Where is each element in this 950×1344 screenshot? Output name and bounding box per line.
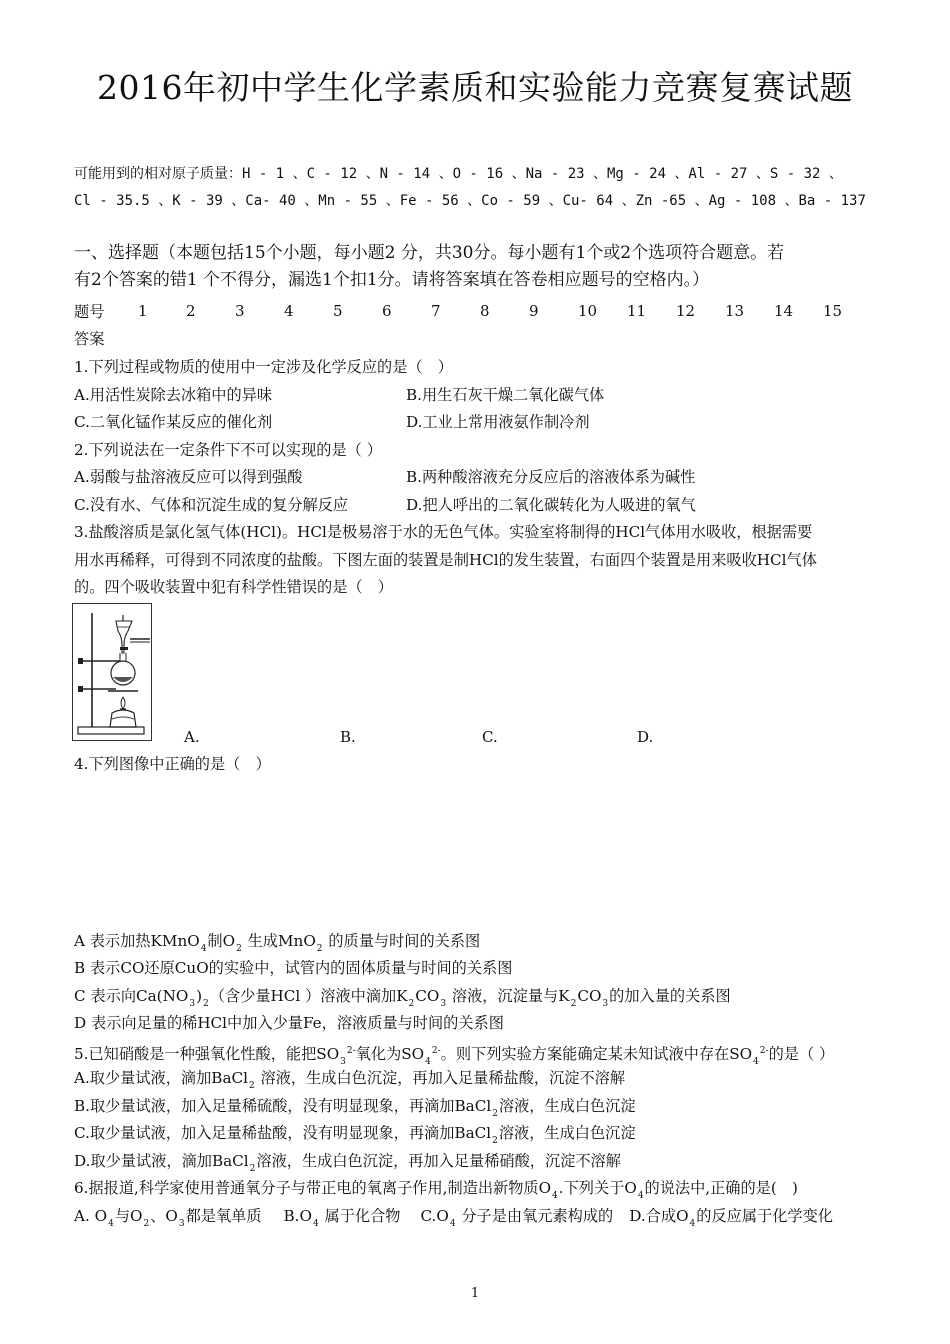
q4-option-b: B 表示CO还原CuO的实验中，试管内的固体质量与时间的关系图 (74, 959, 513, 977)
q2-option-a: A.弱酸与盐溶液反应可以得到强酸 (74, 468, 303, 486)
question-number: 15 (823, 302, 843, 320)
hcl-generator-apparatus-figure (72, 603, 152, 741)
question-number: 2 (186, 302, 196, 320)
question-number: 9 (529, 302, 539, 320)
q5-option-a: A.取少量试液，滴加BaCl$_2$ 溶液，生成白色沉淀，再加入足量稀盐酸，沉淀不溶解 (74, 1069, 626, 1091)
q3-option-d: D. (637, 728, 654, 746)
q3-line-2: 用水再稀释，可得到不同浓度的盐酸。下图左面的装置是制HCl的发生装置，右面四个装置是用来吸收HCl气体 (74, 551, 817, 569)
question-number: 5 (333, 302, 343, 320)
question-number: 10 (578, 302, 598, 320)
section-heading-line-1: 一、选择题（本题包括15个小题，每小题2 分，共30分。每小题有1个或2个选项符合题意。若 (74, 243, 785, 263)
q2-option-b: B.两种酸溶液充分反应后的溶液体系为碱性 (406, 468, 696, 486)
q6-stem: 6.据报道,科学家使用普通氧分子与带正电的氧离子作用,制造出新物质$O_4$.下列关于$O_4$的说法中,正确的是( ) (74, 1179, 798, 1201)
question-number: 7 (431, 302, 441, 320)
q3-option-c: C. (482, 728, 498, 746)
q4-option-d: D 表示向足量的稀HCl中加入少量Fe，溶液质量与时间的关系图 (74, 1014, 504, 1032)
question-number: 12 (676, 302, 696, 320)
q4-option-a: A 表示加热KMnO$_4$制$O_2$ 生成MnO$_2$ 的质量与时间的关系图 (74, 932, 481, 954)
atomic-masses-line-2: Cl - 35.5 、K - 39 、Ca- 40 、Mn - 55 、Fe - 56 、Co - 59 、Cu- 64 、Zn -65 、Ag - 108 、Ba - 137 (74, 193, 866, 209)
q5-option-b: B.取少量试液，加入足量稀硫酸，没有明显现象，再滴加BaCl$_2$溶液，生成白色沉淀 (74, 1097, 636, 1119)
atomic-masses-line-1: 可能用到的相对原子质量：H - 1 、C - 12 、N - 14 、O - 16 、Na - 23 、Mg - 24 、Al - 27 、S - 32 、 (74, 166, 843, 182)
q1-option-d: D.工业上常用液氨作制冷剂 (406, 413, 590, 431)
q5-option-c: C.取少量试液，加入足量稀盐酸，没有明显现象，再滴加BaCl$_2$溶液，生成白色沉淀 (74, 1124, 636, 1146)
q1-option-c: C.二氧化锰作某反应的催化剂 (74, 413, 273, 431)
question-number: 8 (480, 302, 490, 320)
question-number: 13 (725, 302, 745, 320)
q5-option-d: D.取少量试液，滴加BaCl$_2$溶液，生成白色沉淀，再加入足量稀硝酸，沉淀不溶解 (74, 1152, 621, 1174)
q2-option-c: C.没有水、气体和沉淀生成的复分解反应 (74, 496, 349, 514)
question-number: 11 (627, 302, 647, 320)
question-number: 1 (138, 302, 148, 320)
q2-stem: 2.下列说法在一定条件下不可以实现的是（ ） (74, 441, 382, 459)
q2-option-d: D.把人呼出的二氧化碳转化为人吸进的氧气 (406, 496, 696, 514)
q3-line-3: 的。四个吸收装置中犯有科学性错误的是（ ） (74, 578, 393, 596)
question-number: 14 (774, 302, 794, 320)
q3-option-a: A. (184, 728, 200, 746)
q1-option-a: A.用活性炭除去冰箱中的异味 (74, 386, 273, 404)
question-number: 4 (284, 302, 294, 320)
q5-stem: 5.已知硝酸是一种强氧化性酸，能把$SO_3^{2-}$氧化为$SO_4^{2-}$。则下列实验方案能确定某未知试液中存在$SO_4^{2-}$的是（ ） (74, 1045, 835, 1067)
section-heading-line-2: 有2个答案的错1 个不得分，漏选1个扣1分。请将答案填在答卷相应题号的空格内。） (74, 270, 710, 290)
q3-line-1: 3.盐酸溶质是氯化氢气体(HCl)。HCl是极易溶于水的无色气体。实验室将制得的HCl气体用水吸收，根据需要 (74, 523, 813, 541)
question-number-label: 题号 (74, 303, 105, 321)
q4-option-c: C 表示向$Ca(NO_3)_2$（含少量HCl ）溶液中滴加$K_2CO_3$ 溶液，沉淀量与$K_2CO_3$的加入量的关系图 (74, 987, 731, 1009)
page-number: 1 (470, 1286, 480, 1301)
q1-stem: 1.下列过程或物质的使用中一定涉及化学反应的是（ ） (74, 358, 453, 376)
q3-option-b: B. (340, 728, 356, 746)
question-number: 6 (382, 302, 392, 320)
q4-stem: 4.下列图像中正确的是（ ） (74, 755, 271, 773)
q1-option-b: B.用生石灰干燥二氧化碳气体 (406, 386, 605, 404)
q6-options: A. $O_4$与$O_2$、$O_3$都是氧单质 $B.O_4$ 属于化合物 $C.O_4$ 分子是由氧元素构成的 D.合成$O_4$的反应属于化学变化 (74, 1207, 833, 1229)
exam-title: 2016年初中学生化学素质和实验能力竞赛复赛试题 (97, 68, 853, 107)
answer-label: 答案 (74, 330, 105, 348)
question-number: 3 (235, 302, 245, 320)
